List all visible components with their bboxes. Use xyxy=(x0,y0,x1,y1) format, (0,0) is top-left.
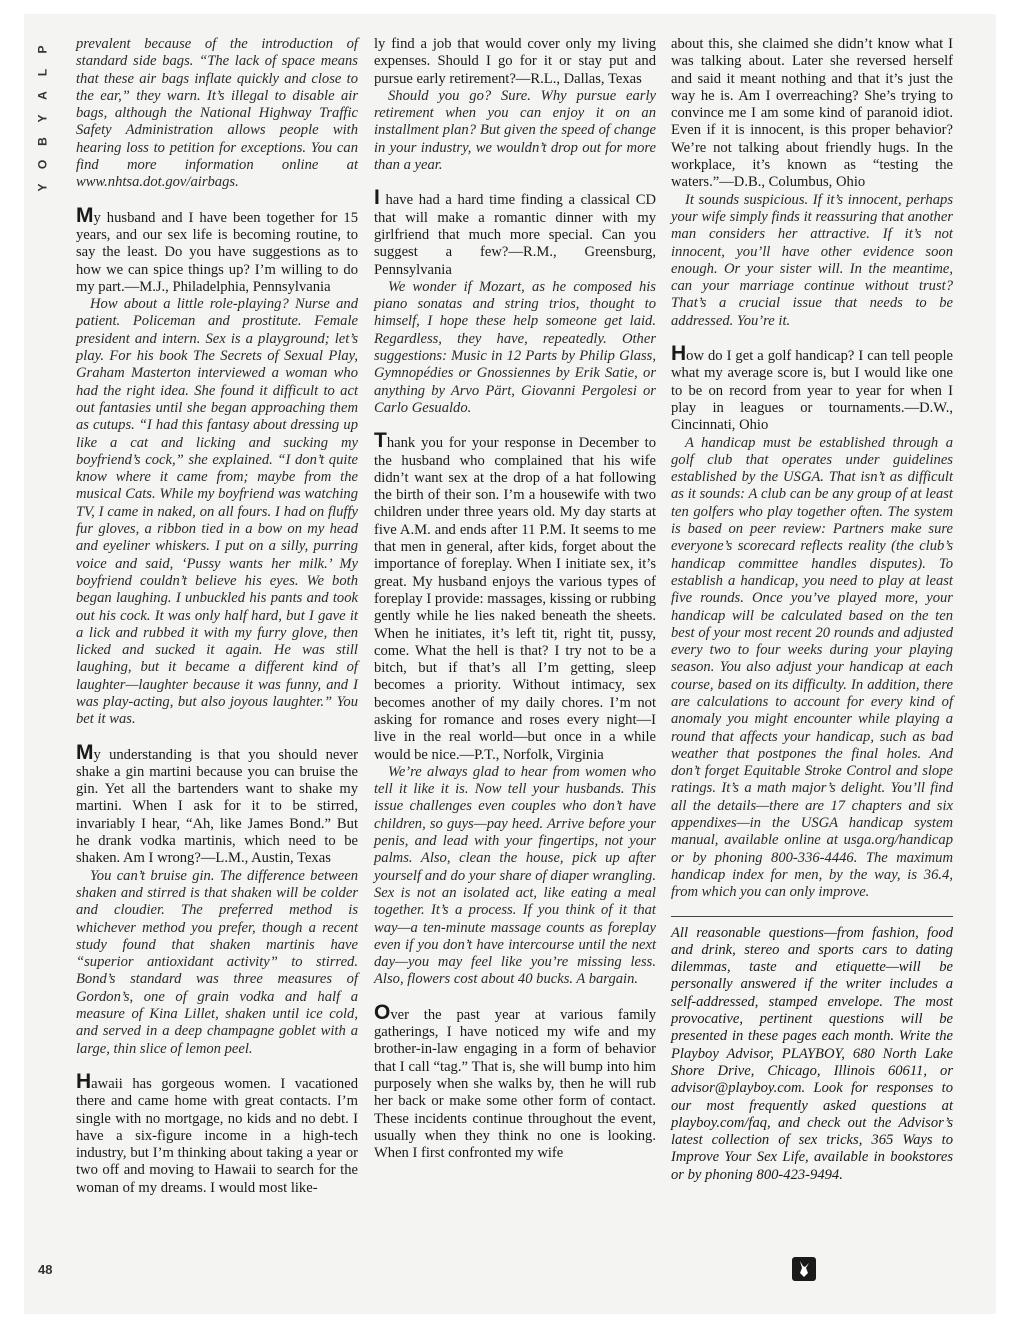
paragraph-text: y understanding is that you should never shake a gin martini because you can bruise the gin. Yet all the bartenders want to shake my martini. When I ask for it to be stirred, invariably I hear, “Ah, like James Bond.” But he drank vodka martinis, which need to be shaken. Am I wrong?—L.M., Austin, Texas xyxy=(76,746,358,867)
paragraph-text: It sounds suspicious. If it’s innocent, perhaps your wife simply finds it reassuring that another man considers her attractive. If it’s not innocent, you’ll have other evidence soon enough. Or your sister will. In the meantime, can your marriage continue without trust? That’s a crucial issue that needs to be addressed. You’re it. xyxy=(671,191,953,329)
paragraph-text: We wonder if Mozart, as he composed his piano sonatas and string trios, thought to himself, I hope these help someone get laid. Regardless, they have, repeatedly. Other suggestions: Music in 12 Parts by Philip Glass, Gymnopédies or Gnossiennes by Erik Satie, or anything by Arvo Pärt, Giovanni Pergolesi or Carlo Gesualdo. xyxy=(374,278,656,416)
paragraph-text: A handicap must be established through a golf club that operates under guidelines established by the USGA. That isn’t as difficult as it sounds: A club can be any group of at least ten golfers who play together often. The system is based on peer review: Partners make sure everyone’s scorecard reflects reality (the club’s handicap committee handles disputes). To establish a handicap, you need to play at least five rounds. Once you’ve played more, your handicap will be calculated based on the ten best of your most recent 20 rounds and adjusted every two to four weeks during your playing season. You also adjust your handicap at each course, based on its difficulty. In addition, there are calculations to account for every kind of anomaly you might encounter while playing a round that affects your handicap, such as bad weather that postpones the final holes. And don’t forget Equitable Stroke Control and slope ratings. It’s a math major’s delight. You’ll find all the details—there are 17 chapters and six appendixes—in the USGA handicap system manual, available online at usga.org/handicap or by phoning 800-336-4446. The maximum handicap index for men, by the way, is 36.4, from which you can only improve. xyxy=(671,434,953,901)
advisor-answer xyxy=(671,192,953,330)
column-3 xyxy=(671,36,953,1184)
advisor-answer xyxy=(76,36,358,192)
paragraph-text: ver the past year at various family gatherings, I have noticed my wife and my brother-in-law engaging in a form of behavior that I call “tag.” That is, she will bump into him purposely when she walks by, then he will rub her back or make some other form of contact. These incidents continue throughout the event, usually when they think no one is looking. When I first confronted my wife xyxy=(374,1006,656,1162)
drop-letter: M xyxy=(76,203,94,227)
paragraph-text: ow do I get a golf handicap? I can tell people what my average score is, but I would like one to be on record from year to year for when I play in leagues or tournaments.—D.W., Cincinnati, Ohio xyxy=(671,348,953,434)
paragraph-text: about this, she claimed she didn’t know what I was talking about. Later she reversed herself and said it meant nothing and that it’s just the way he is. Am I overreaching? She’s trying to convince me I am some kind of paranoid idiot. Even if it is innocent, is this proper behavior? We’re not talking about friendly hugs. In the workplace, it’s known as “testing the waters.”—D.B., Columbus, Ohio xyxy=(671,36,953,191)
paragraph-text: We’re always glad to hear from women who tell it like it is. Now tell your husbands. This issue challenges even couples who don’t have children, so guys—pay heed. Arrive before your penis, and lead with your fingertips, not your palms. Also, clean the house, pick up after yourself and do your share of diaper wrangling. Sex is not an isolated act, like eating a meal together. It’s a process. If you think of it that way—a ten-minute massage counts as foreplay even if you don’t have intercourse until the next day—you may feel like you’re missing less. Also, flowers cost about 40 bucks. A bargain. xyxy=(374,763,656,988)
paragraph-text: hank you for your response in December to the husband who complained that his wife didn’t want sex at the drop of a hat following the birth of their son. I’m a housewife with two children under three years old. My day starts at five A.M. and ends after 11 P.M. It seems to me that men in general, after kids, forget about the importance of foreplay. When I initiate sex, it’s great. My husband enjoys the various types of foreplay I provide: massages, kissing or rubbing gently while he lies naked beneath the sheets. When he initiates, it’s left tit, right tit, pussy, come. What the hell is that? I try not to be a bitch, but if that’s all I’m getting, sleep becomes a priority. Without intimacy, sex becomes another of my daily chores. I’m not asking for romance and roses every night—I live in the real world—but once in a while would be nice.—P.T., Norfolk, Virginia xyxy=(374,435,656,763)
reader-question xyxy=(374,186,656,278)
paragraph-text: have had a hard time finding a classical CD that will make a romantic dinner with my girlfriend that much more special. Can you suggest a few?—R.M., Greensburg, Pennsylvania xyxy=(374,192,656,278)
advisor-answer xyxy=(374,279,656,417)
advisor-answer xyxy=(76,296,358,728)
advisor-answer xyxy=(671,435,953,902)
reader-question xyxy=(374,1000,656,1163)
column-1 xyxy=(76,36,358,1197)
drop-letter: T xyxy=(374,429,387,453)
paragraph-text: Should you go? Sure. Why pursue early retirement when you can enjoy it on an installment plan? But given the speed of change in your industry, we wouldn’t drop out for more than a year. xyxy=(374,87,656,174)
advisor-answer xyxy=(374,764,656,989)
paragraph-text: y husband and I have been together for 15 years, and our sex life is becoming routine, to say the least. Do you have suggestions as to how we can spice things up? I’m willing to do my part.—M.J., Philadelphia, Pennsylvania xyxy=(76,209,358,295)
advisor-answer xyxy=(374,88,656,174)
reader-question xyxy=(374,36,656,88)
reader-question xyxy=(671,342,953,434)
rabbit-head-icon xyxy=(792,1257,816,1281)
drop-letter: H xyxy=(671,342,687,366)
advisor-footer-note: All reasonable questions—from fashion, food and drink, stereo and sports cars to dating dilemmas, taste and etiquette—will be personally answered if the writer includes a self-addressed, stamped envelope. The most provocative, pertinent questions will be presented in these pages each month. Write the Playboy Advisor, PLAYBOY, 680 North Lake Shore Drive, Chicago, Illinois 60611, or advisor@playboy.com. Look for responses to our most frequently asked questions at playboy.com/faq, and check out the Advisor’s latest collection of sex tricks, 365 Ways to Improve Your Sex Life, available in bookstores or by phoning 800-423-9494. xyxy=(671,924,953,1183)
drop-letter: I xyxy=(374,186,380,210)
reader-question xyxy=(374,429,656,764)
divider xyxy=(671,916,953,917)
drop-letter: O xyxy=(374,1000,391,1024)
reader-question xyxy=(76,740,358,868)
reader-question xyxy=(671,36,953,192)
masthead-vertical: P L A Y B O Y xyxy=(35,45,50,192)
reader-question xyxy=(76,1069,358,1197)
paragraph-text: prevalent because of the introduction of standard side bags. “The lack of space means that these air bags inflate quickly and close to the ear,” they warn. It’s illegal to disable air bags, although the National Highway Traffic Safety Administration allows people with hearing loss to petition for exceptions. You can find more information online at www.nhtsa.dot.gov/airbags. xyxy=(76,36,358,191)
paragraph-text: ly find a job that would cover only my living expenses. Should I go for it or stay put and pursue early retirement?—R.L., Dallas, Texas xyxy=(374,36,656,87)
paragraph-text: awaii has gorgeous women. I vacationed there and came home with great contacts. I’m single with no mortgage, no kids and no debt. I have a six-figure income in a high-tech industry, but I’m thinking about taking a year or two off and moving to Hawaii to search for the woman of my dreams. I would most like- xyxy=(76,1075,358,1196)
reader-question xyxy=(76,203,358,296)
paragraph-text: How about a little role-playing? Nurse and patient. Policeman and prostitute. Female president and intern. Sex is a playground; let’s play. For his book The Secrets of Sexual Play, Graham Masterton interviewed a woman who had the right idea. She found it difficult to act out fantasies until she began approaching them as cutups. “I had this fantasy about dressing up like a cat and licking and sucking my boyfriend’s cock,” she explained. “I don’t quite know where it came from; maybe from the musical Cats. While my boyfriend was watching TV, I came in naked, on all fours. I had on fluffy fur gloves, a ribbon tied in a bow on my head and eyeliner whiskers. I put on a silly, purring voice and said, ‘Pussy wants her milk.’ My boyfriend couldn’t believe his eyes. We both began laughing. I unbuckled his pants and took out his cock. It was only half hard, but I gave it a lick and rubbed it with my furry glove, then licked and sucked it again. He was still laughing, but it became a different kind of laughter—laughter because it was funny, and I was play-acting, but also joyous laughter.” You bet it was. xyxy=(76,296,358,728)
drop-letter: M xyxy=(76,740,94,764)
page-number: 48 xyxy=(38,1262,53,1277)
drop-letter: H xyxy=(76,1069,92,1093)
paragraph-text: You can’t bruise gin. The difference between shaken and stirred is that shaken will be colder and cloudier. The preferred method is whichever method you prefer, though a recent study found that shaken martinis have “superior antioxidant activity” to stirred. Bond’s standard was three measures of Gordon’s, one of grain vodka and half a measure of Kina Lillet, shaken until ice cold, and served in a deep champagne goblet with a large, thin slice of lemon peel. xyxy=(76,867,358,1057)
advisor-answer xyxy=(76,868,358,1058)
column-2 xyxy=(374,36,656,1162)
